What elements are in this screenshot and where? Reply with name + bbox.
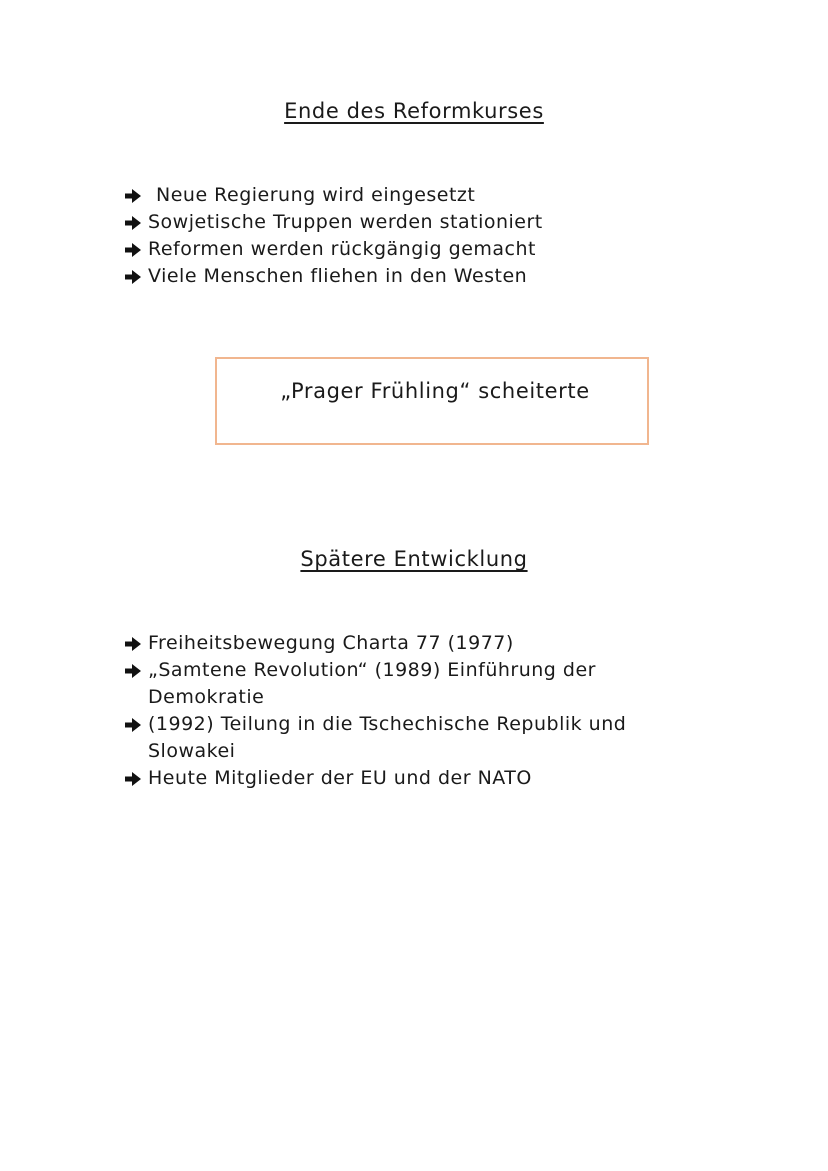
list-item	[124, 711, 724, 765]
list-item-text: Freiheitsbewegung Charta 77 (1977)	[148, 632, 514, 654]
list-item-text: Heute Mitglieder der EU und der NATO	[148, 767, 532, 789]
arrow-right-icon	[124, 236, 148, 263]
arrow-right-icon	[124, 630, 148, 657]
arrow-right-icon	[124, 263, 148, 290]
list-item	[124, 182, 724, 209]
list-item	[124, 209, 724, 236]
arrow-right-icon	[124, 182, 148, 209]
reform-end-list	[124, 182, 724, 290]
section-title-reform-end: Ende des Reformkurses	[284, 99, 544, 123]
callout-text: „Prager Frühling“ scheiterte	[280, 379, 590, 403]
list-item-text: Viele Menschen fliehen in den Westen	[148, 265, 528, 287]
arrow-right-icon	[124, 765, 148, 792]
list-item-text: „Samtene Revolution“ (1989) Einführung der Demokratie	[148, 659, 596, 708]
section-title-later-development: Spätere Entwicklung	[300, 547, 528, 571]
later-development-list	[124, 630, 724, 792]
list-item	[124, 263, 724, 290]
list-item-text: Sowjetische Truppen werden stationiert	[148, 211, 543, 233]
arrow-right-icon	[124, 209, 148, 236]
arrow-right-icon	[124, 711, 148, 738]
list-item	[124, 236, 724, 263]
list-item-text: Neue Regierung wird eingesetzt	[156, 184, 476, 206]
list-item-text: (1992) Teilung in die Tschechische Republik und Slowakei	[148, 713, 627, 762]
callout-box	[215, 357, 649, 445]
list-item	[124, 765, 724, 792]
list-item	[124, 630, 724, 657]
list-item	[124, 657, 724, 711]
arrow-right-icon	[124, 657, 148, 684]
list-item-text: Reformen werden rückgängig gemacht	[148, 238, 536, 260]
